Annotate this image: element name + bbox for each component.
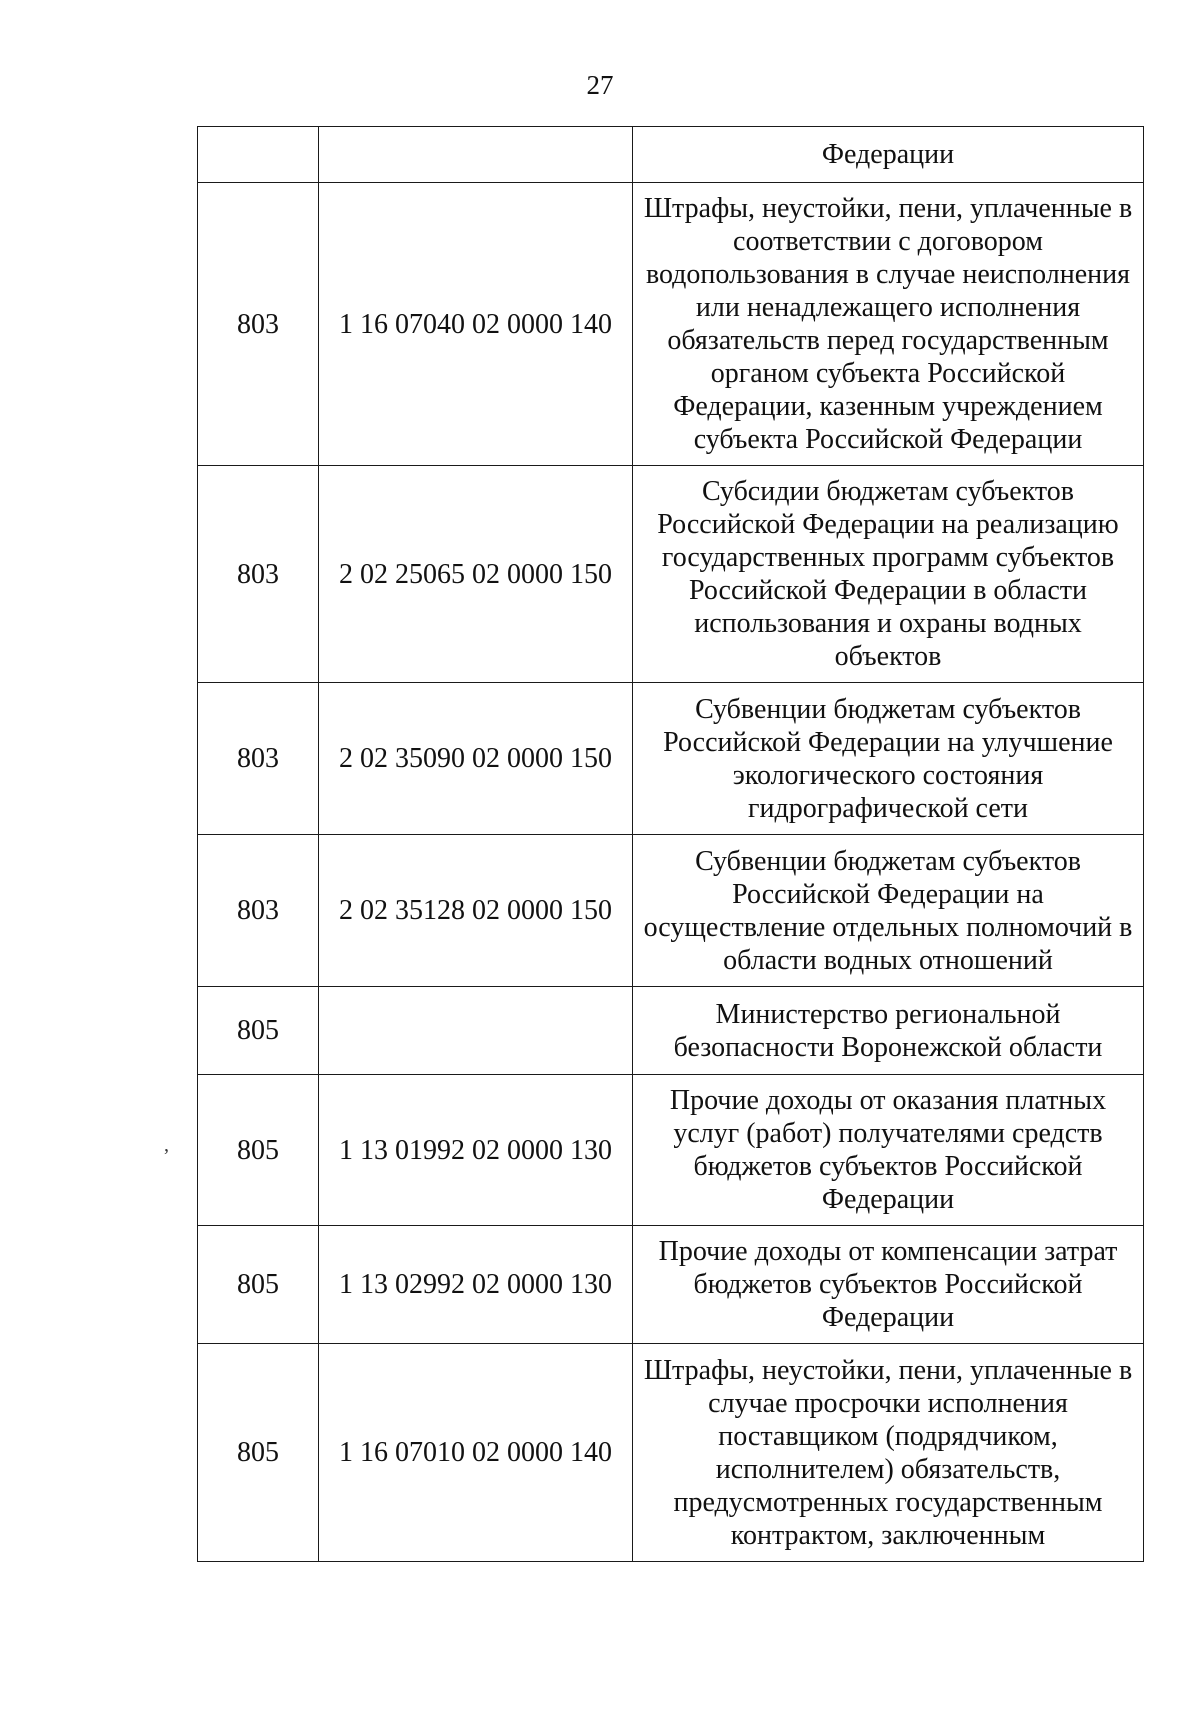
table-row	[198, 987, 1144, 1075]
table-row	[198, 1226, 1144, 1344]
admin-code-cell: 803	[198, 683, 319, 835]
table-row	[198, 466, 1144, 683]
admin-code-cell	[198, 127, 319, 183]
income-name-cell: Субсидии бюджетам субъектов Российской Федерации на реализацию государственных программ субъектов Российской Федерации в области использования и охраны водных объектов	[633, 466, 1144, 683]
table-row	[198, 127, 1144, 183]
income-name-cell: Субвенции бюджетам субъектов Российской Федерации на осуществление отдельных полномочий в области водных отношений	[633, 835, 1144, 987]
admin-code-cell: 805	[198, 1075, 319, 1226]
admin-code-cell: 803	[198, 466, 319, 683]
income-name-cell: Штрафы, неустойки, пени, уплаченные в соответствии с договором водопользования в случае неисполнения или ненадлежащего исполнения обязательств перед государственным органом субъекта Российской Федерации, казенным учреждением субъекта Российской Федерации	[633, 183, 1144, 466]
income-code-cell	[319, 127, 633, 183]
income-name-cell: Штрафы, неустойки, пени, уплаченные в случае просрочки исполнения поставщиком (подрядчиком, исполнителем) обязательств, предусмотренных государственным контрактом, заключенным	[633, 1344, 1144, 1562]
income-name-cell: Министерство региональной безопасности Воронежской области	[633, 987, 1144, 1075]
admin-code-cell: 805	[198, 1344, 319, 1562]
income-code-cell	[319, 987, 633, 1075]
table-row	[198, 683, 1144, 835]
page-number: 27	[586, 70, 614, 100]
income-code-cell: 1 16 07040 02 0000 140	[319, 183, 633, 466]
admin-code-cell: 805	[198, 1226, 319, 1344]
admin-code-cell: 805	[198, 987, 319, 1075]
table-row	[198, 183, 1144, 466]
income-name-cell: Прочие доходы от компенсации затрат бюджетов субъектов Российской Федерации	[633, 1226, 1144, 1344]
table-row	[198, 1344, 1144, 1562]
table-row	[198, 835, 1144, 987]
table-row	[198, 1075, 1144, 1226]
income-code-cell: 1 13 02992 02 0000 130	[319, 1226, 633, 1344]
income-name-cell: Федерации	[633, 127, 1144, 183]
stray-mark: ,	[164, 1134, 169, 1156]
income-code-cell: 2 02 35128 02 0000 150	[319, 835, 633, 987]
income-code-cell: 2 02 35090 02 0000 150	[319, 683, 633, 835]
income-name-cell: Прочие доходы от оказания платных услуг (работ) получателями средств бюджетов субъектов Российской Федерации	[633, 1075, 1144, 1226]
admin-code-cell: 803	[198, 183, 319, 466]
income-code-cell: 1 16 07010 02 0000 140	[319, 1344, 633, 1562]
income-name-cell: Субвенции бюджетам субъектов Российской Федерации на улучшение экологического состояния гидрографической сети	[633, 683, 1144, 835]
revenue-codes-table	[197, 126, 1144, 1562]
income-code-cell: 2 02 25065 02 0000 150	[319, 466, 633, 683]
admin-code-cell: 803	[198, 835, 319, 987]
income-code-cell: 1 13 01992 02 0000 130	[319, 1075, 633, 1226]
